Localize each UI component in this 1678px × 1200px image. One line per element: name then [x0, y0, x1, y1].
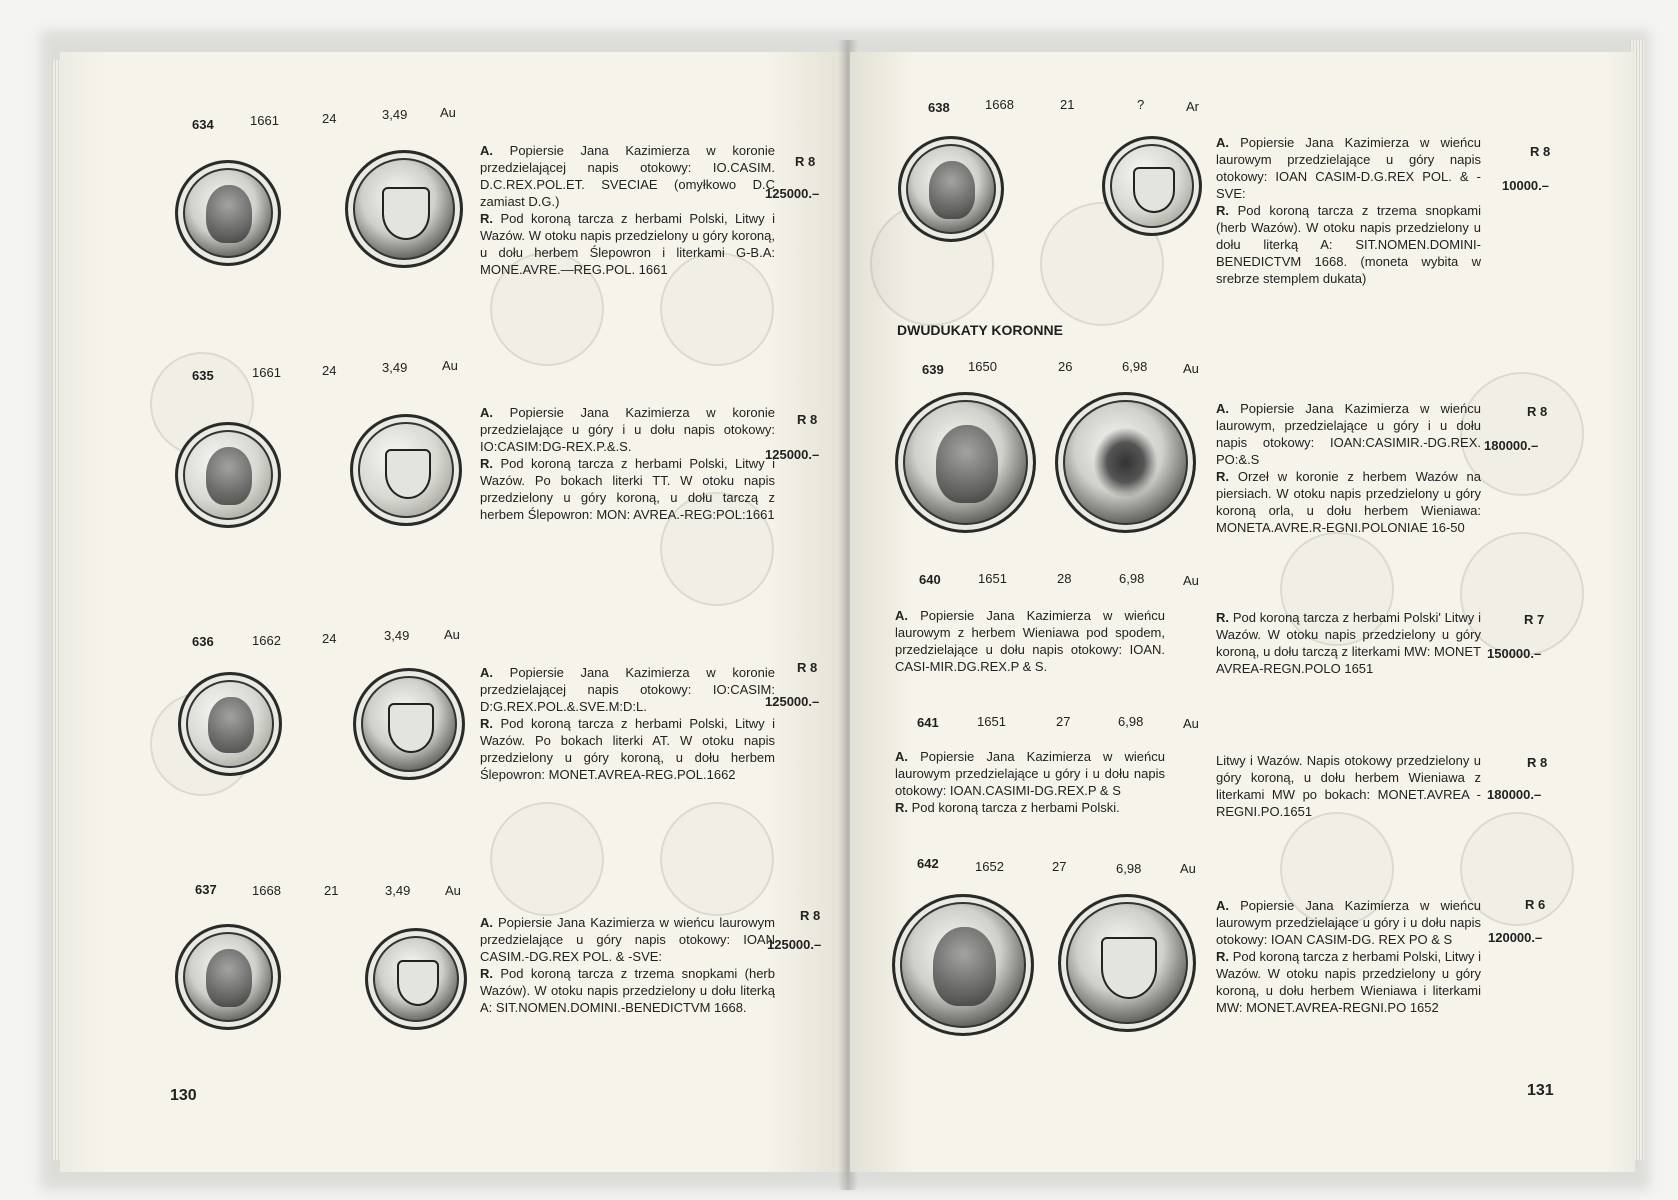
entry-number: 641: [917, 715, 939, 730]
entry-weight: 6,98: [1118, 714, 1144, 729]
reverse-label: R.: [480, 716, 493, 731]
entry-year: 1661: [252, 365, 281, 380]
obverse-label: A.: [480, 143, 493, 158]
price: 125000.–: [767, 937, 822, 952]
reverse-text: Pod koroną tarcza z trzema snopkami (herb Wazów). W otoku napis przedzielony u dołu literką A: SIT.NOMEN.DOMINI.-BENEDICTVM 1668.: [480, 966, 775, 1015]
page-number: 130: [170, 1087, 197, 1104]
entry-description: [480, 664, 775, 783]
obverse-label: A.: [895, 608, 908, 623]
reverse-text: Pod koroną tarcza z herbami Polski, Litwy i Wazów. W otoku napis przedzielony u góry koroną, u dołu herbem Wieniawa i literkami MW: MONET.AVREA-REGNI.PO 1652: [1216, 949, 1481, 1015]
reverse-label: R.: [1216, 203, 1229, 218]
reverse-text: Pod koroną tarcza z herbami Polski, Litwy i Wazów. W otoku napis przedzielony u góry koroną, u dołu herbem Ślepowron i literkami G-B.A: MONE.AVRE.—REG.POL. 1661: [480, 211, 775, 277]
obverse-text: Popiersie Jana Kazimierza w wieńcu laurowym przedzielające u góry i u dołu napis otokowy: IOAN CASIM-DG. REX PO & S: [1216, 898, 1481, 947]
rarity: R 6: [1525, 897, 1546, 912]
obverse-label: A.: [480, 665, 493, 680]
entry-description: [480, 914, 775, 1016]
coin-reverse-image: [350, 414, 462, 526]
entry-year: 1652: [975, 859, 1004, 874]
obverse-text: Popiersie Jana Kazimierza w koronie przedzielające u góry i u dołu napis otokowy: IO:CASIM:DG-REX.P.&.S.: [480, 405, 775, 454]
obverse-text: Popiersie Jana Kazimierza w koronie przedzielającej napis otokowy: IO.CASIM. D.C.REX.POL.ET. SVECIAE (omyłkowo D.C zamiast D.G.): [480, 143, 775, 209]
obverse-label: A.: [1216, 401, 1229, 416]
coin-obverse-image: [892, 894, 1034, 1036]
price: 10000.–: [1502, 178, 1549, 193]
rarity: R 8: [797, 660, 818, 675]
reverse-label: R.: [1216, 469, 1229, 484]
entry-number: 640: [919, 572, 941, 587]
reverse-text-continued: Litwy i Wazów. Napis otokowy przedzielony u góry koroną, u dołu herbem Wieniawa z literkami MW po bokach: MONET.AVREA -REGNI.PO.1651: [1216, 753, 1481, 819]
entry-number: 639: [922, 362, 944, 377]
entry-metal: Au: [442, 358, 458, 373]
obverse-text: Popiersie Jana Kazimierza w wieńcu laurowym z herbem Wieniawa pod spodem, przedzielające u dołu napis otokowy: IOAN. CASI-MIR.DG.REX.P & S.: [895, 608, 1165, 674]
entry-year: 1650: [968, 359, 997, 374]
obverse-text: Popiersie Jana Kazimierza w wieńcu laurowym przedzielające u góry napis otokowy: IOAN CASIM-D.G.REX POL. & -SVE:: [1216, 135, 1481, 201]
obverse-label: A.: [480, 915, 493, 930]
entry-weight: 3,49: [382, 107, 408, 122]
entry-size: 24: [322, 631, 337, 646]
coin-reverse-image: [1102, 136, 1202, 236]
right-page: [850, 52, 1635, 1172]
entry-metal: Au: [1183, 716, 1199, 731]
price: 125000.–: [765, 447, 820, 462]
reverse-label: R.: [1216, 610, 1229, 625]
entry-metal: Au: [440, 105, 456, 120]
entry-weight: 6,98: [1119, 571, 1145, 586]
coin-obverse-image: [178, 672, 282, 776]
entry-metal: Au: [1183, 573, 1199, 588]
section-title: DWUDUKATY KORONNE: [897, 322, 1063, 338]
coin-obverse-image: [898, 136, 1004, 242]
entry-size: 28: [1057, 571, 1072, 586]
entry-metal: Au: [1183, 361, 1199, 376]
coin-reverse-image: [1058, 894, 1196, 1032]
rarity: R 8: [1527, 404, 1548, 419]
show-through-coin: [660, 802, 774, 916]
reverse-label: R.: [480, 966, 493, 981]
entry-description: [480, 142, 775, 278]
reverse-text: Pod koroną tarcza z herbami Polski, Litwy i Wazów. Po bokach literki TT. W otoku napis przedzielony u góry koroną, u dołu tarczą z herbem Ślepowron: MON: AVREA.-REG:POL:1661: [480, 456, 775, 522]
entry-size: 26: [1058, 359, 1073, 374]
rarity: R 8: [1530, 144, 1551, 159]
rarity: R 8: [797, 412, 818, 427]
entry-number: 635: [192, 368, 214, 383]
obverse-label: A.: [1216, 898, 1229, 913]
entry-description-obverse: [895, 748, 1165, 816]
entry-year: 1661: [250, 113, 279, 128]
reverse-label: R.: [480, 211, 493, 226]
obverse-label: A.: [480, 405, 493, 420]
entry-size: 27: [1056, 714, 1071, 729]
reverse-label: R.: [895, 800, 908, 815]
entry-description: [480, 404, 775, 523]
entry-description-reverse: [1216, 609, 1481, 677]
price: 180000.–: [1484, 438, 1539, 453]
reverse-label: R.: [1216, 949, 1229, 964]
page-number: 131: [1527, 1082, 1554, 1099]
entry-metal: Au: [445, 883, 461, 898]
entry-size: 21: [1060, 97, 1075, 112]
entry-year: 1668: [252, 883, 281, 898]
entry-description-obverse: [895, 607, 1165, 675]
entry-year: 1662: [252, 633, 281, 648]
entry-number: 636: [192, 634, 214, 649]
entry-weight: ?: [1137, 97, 1145, 112]
entry-weight: 6,98: [1122, 359, 1148, 374]
obverse-label: A.: [1216, 135, 1229, 150]
coin-reverse-image: [365, 928, 467, 1030]
reverse-text: Pod koroną tarcza z herbami Polski.: [911, 800, 1120, 815]
entry-year: 1668: [985, 97, 1014, 112]
coin-obverse-image: [895, 392, 1036, 533]
entry-size: 24: [322, 363, 337, 378]
price: 120000.–: [1488, 930, 1543, 945]
rarity: R 8: [1527, 755, 1548, 770]
reverse-text: Orzeł w koronie z herbem Wazów na piersiach. W otoku napis przedzielony u góry koroną orla, u dołu herbem Wieniawa: MONETA.AVRE.R-EGNI.POLONIAE 16-50: [1216, 469, 1481, 535]
price: 125000.–: [765, 694, 820, 709]
price: 125000.–: [765, 186, 820, 201]
reverse-text: Pod koroną tarcza z trzema snopkami (herb Wazów). W otoku napis przedzielony u dołu literką A: SIT.NOMEN.DOMINI-BENEDICTVM 1668. (moneta wybita w srebrze stemplem dukata): [1216, 203, 1481, 286]
obverse-text: Popiersie Jana Kazimierza w wieńcu laurowym przedzielające u góry i u dołu napis otokowy: IOAN.CASIMI-DG.REX.P & S: [895, 749, 1165, 798]
entry-description: [1216, 134, 1481, 287]
obverse-label: A.: [895, 749, 908, 764]
coin-obverse-image: [175, 422, 281, 528]
entry-weight: 3,49: [384, 628, 410, 643]
price: 180000.–: [1487, 787, 1542, 802]
entry-size: 27: [1052, 859, 1067, 874]
entry-number: 642: [917, 856, 939, 871]
reverse-text: Pod koroną tarcza z herbami Polski, Litwy i Wazów. Po bokach literki AT. W otoku napis przedzielony u góry koroną, u dołu herbem Ślepowron: MONET.AVREA-REG.POL.1662: [480, 716, 775, 782]
coin-reverse-image: [345, 150, 463, 268]
reverse-text: Pod koroną tarcza z herbami Polski' Litwy i Wazów. W otoku napis przedzielony u góry koroną, u dołu tarczą z literkami MW: MONET AVREA-REGN.POLO 1651: [1216, 610, 1481, 676]
entry-year: 1651: [978, 571, 1007, 586]
entry-description: [1216, 897, 1481, 1016]
entry-description-reverse-continued: [1216, 752, 1481, 820]
entry-number: 637: [195, 882, 217, 897]
rarity: R 8: [800, 908, 821, 923]
entry-weight: 6,98: [1116, 861, 1142, 876]
reverse-label: R.: [480, 456, 493, 471]
entry-metal: Ar: [1186, 99, 1199, 114]
coin-obverse-image: [175, 160, 281, 266]
rarity: R 7: [1524, 612, 1545, 627]
entry-description: [1216, 400, 1481, 536]
entry-weight: 3,49: [385, 883, 411, 898]
obverse-text: Popiersie Jana Kazimierza w wieńcu laurowym, przedzielające u góry i u dołu napis otokowy: IOAN:CASIMIR.-DG.REX. PO:&.S: [1216, 401, 1481, 467]
obverse-text: Popiersie Jana Kazimierza w wieńcu laurowym przedzielające u góry napis otokowy: IOAN CASIM.-DG.REX POL. & -SVE:: [480, 915, 775, 964]
entry-size: 24: [322, 111, 337, 126]
coin-reverse-image: [1055, 392, 1196, 533]
rarity: R 8: [795, 154, 816, 169]
entry-size: 21: [324, 883, 339, 898]
price: 150000.–: [1487, 646, 1542, 661]
obverse-text: Popiersie Jana Kazimierza w koronie przedzielającej napis otokowy: IO:CASIM: D:G.REX.POL.&.SVE.M:D:L.: [480, 665, 775, 714]
entry-number: 638: [928, 100, 950, 115]
entry-metal: Au: [444, 627, 460, 642]
show-through-coin: [490, 802, 604, 916]
coin-obverse-image: [175, 924, 281, 1030]
entry-number: 634: [192, 117, 214, 132]
entry-year: 1651: [977, 714, 1006, 729]
left-page: [60, 52, 845, 1172]
entry-weight: 3,49: [382, 360, 408, 375]
entry-metal: Au: [1180, 861, 1196, 876]
coin-reverse-image: [353, 668, 465, 780]
